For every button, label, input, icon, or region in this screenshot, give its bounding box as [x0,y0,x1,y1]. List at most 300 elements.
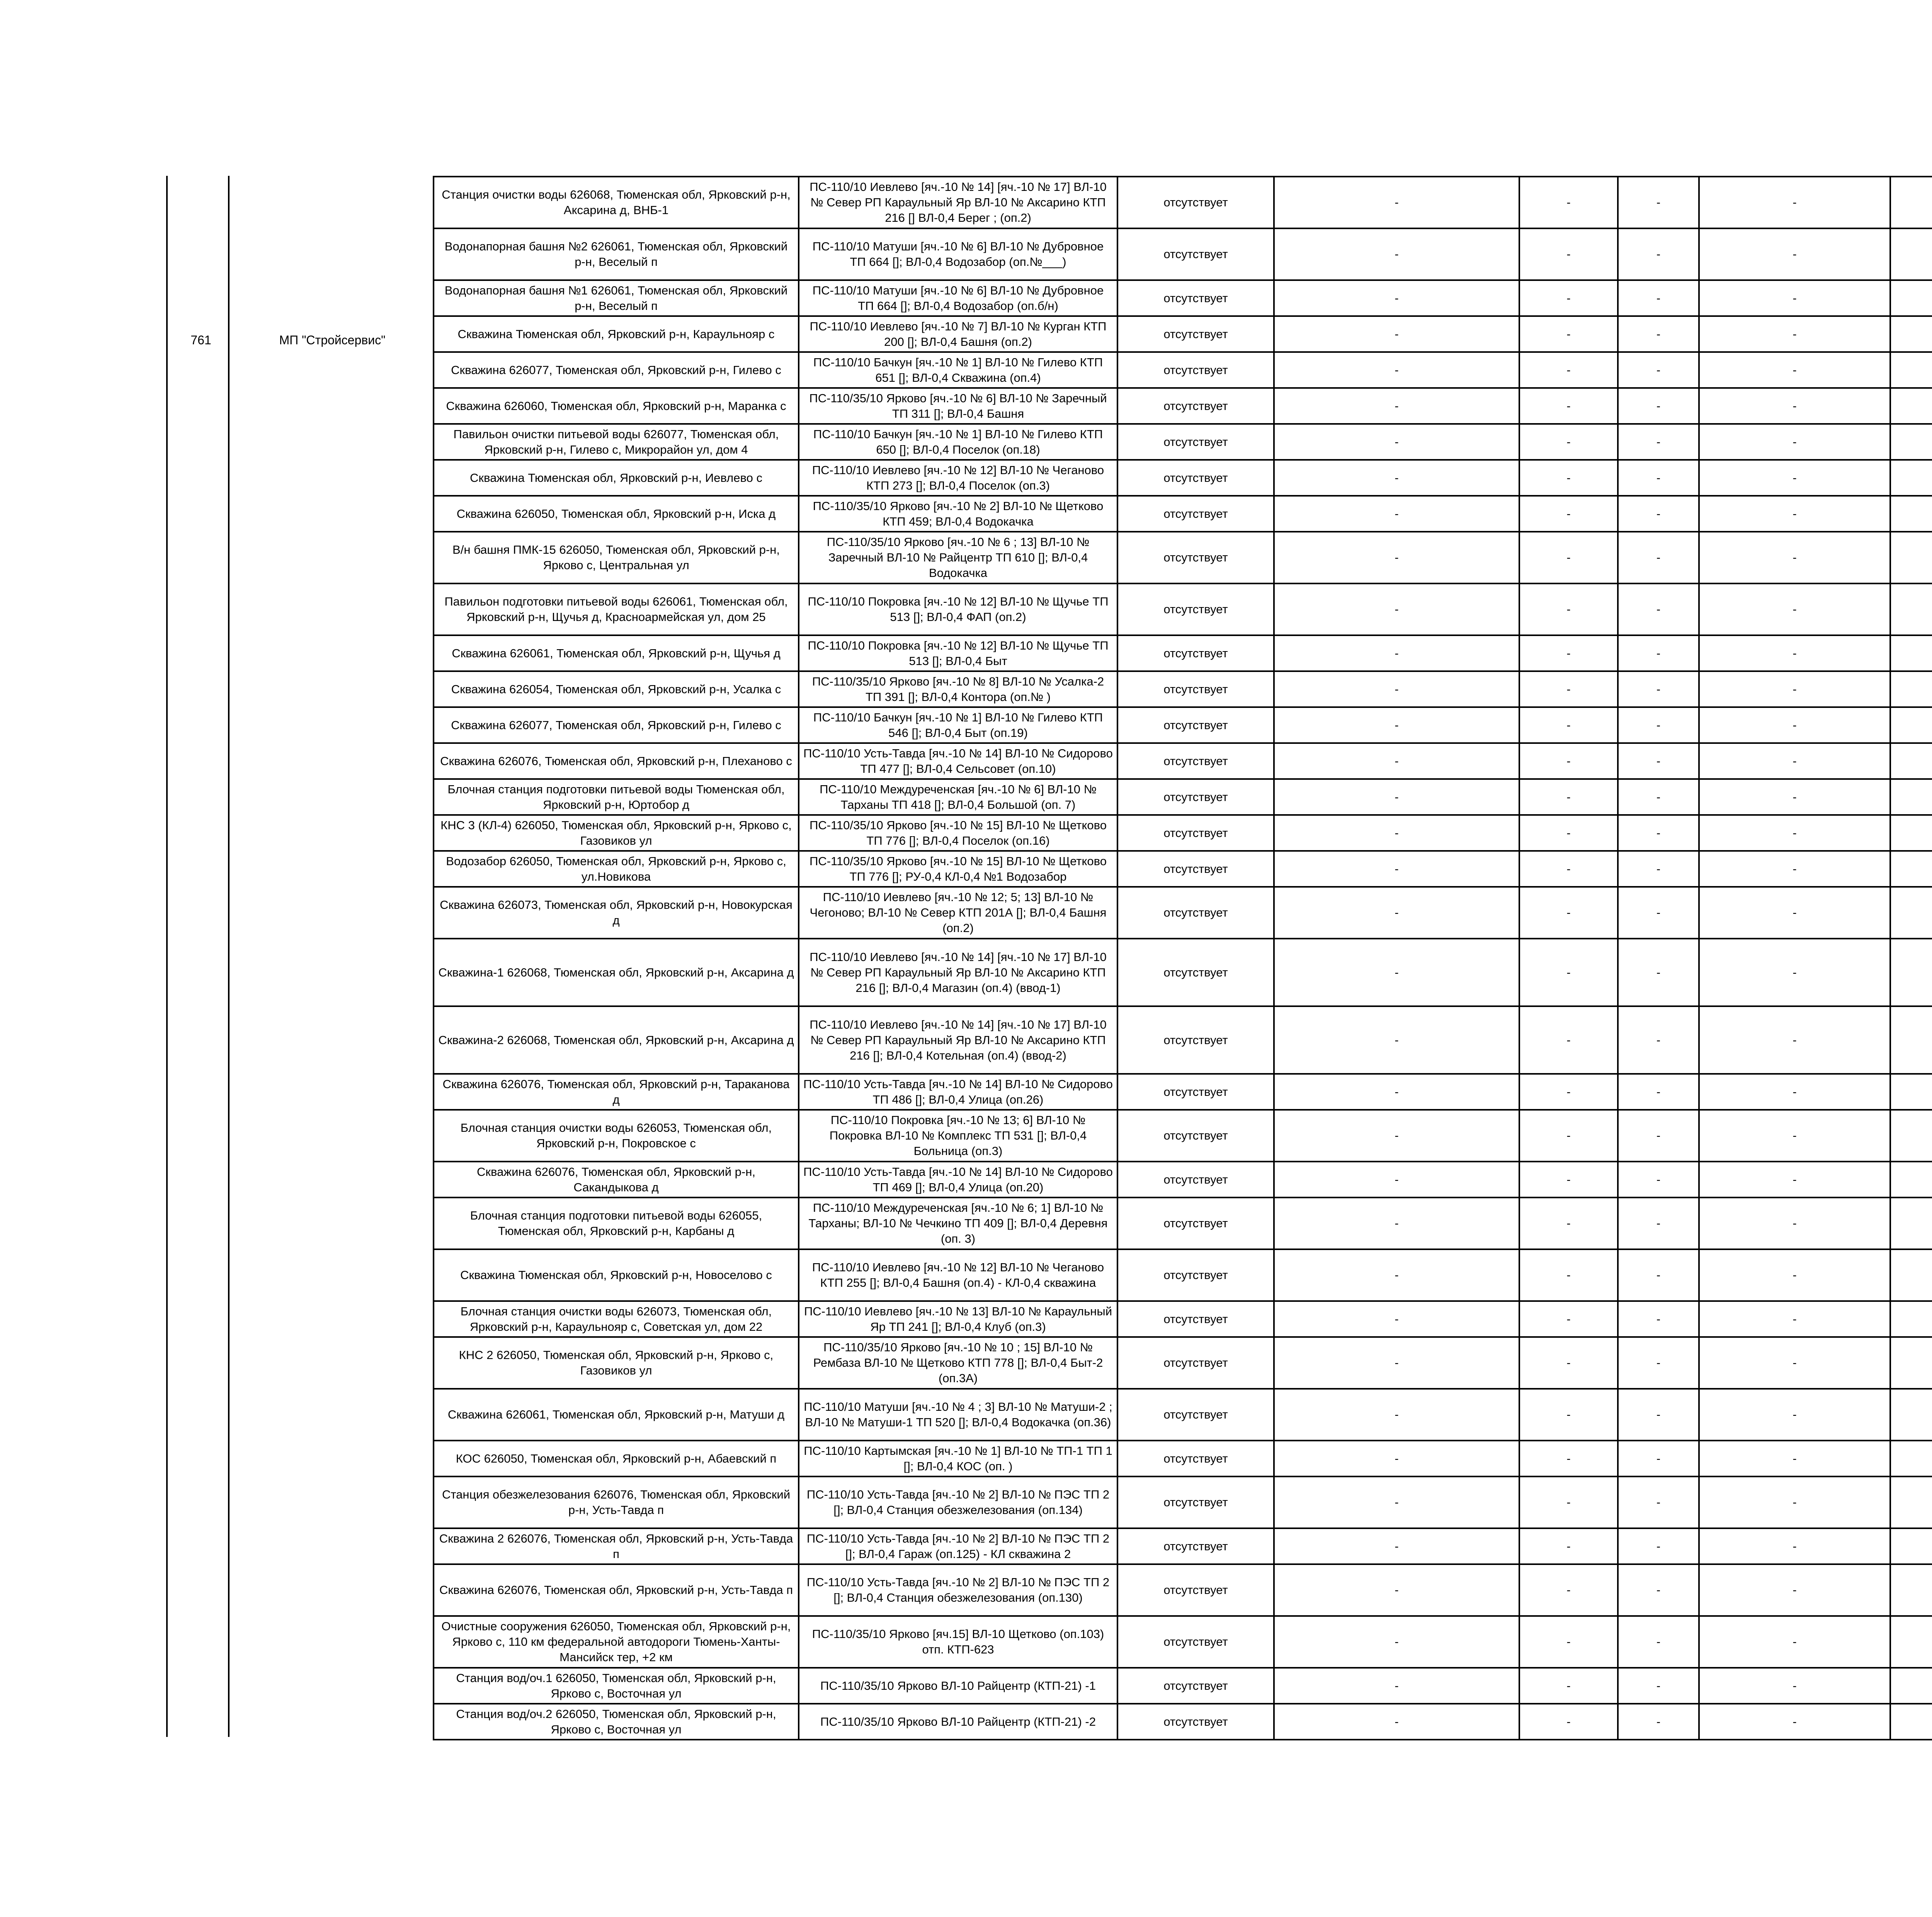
supply-cell: ПС-110/10 Усть-Тавда [яч.-10 № 2] ВЛ-10 № ПЭС ТП 2 []; ВЛ-0,4 Станция обезжелезования (оп.134) [799,1476,1117,1528]
col5-cell: - [1519,1110,1618,1162]
col4-cell: - [1274,851,1519,887]
col6-cell: - [1618,280,1699,316]
table-row [434,1006,1932,1074]
status-cell: отсутствует [1117,228,1274,280]
col5-cell: - [1519,887,1618,939]
col7-cell: - [1699,779,1890,815]
col7-cell: - [1699,1110,1890,1162]
status-cell: отсутствует [1117,583,1274,635]
col7-cell: - [1699,460,1890,496]
status-cell: отсутствует [1117,815,1274,851]
col6-cell: - [1618,1528,1699,1564]
object-cell: Скважина 626076, Тюменская обл, Ярковский р-н, Сакандыкова д [434,1162,799,1197]
supply-cell: ПС-110/10 Покровка [яч.-10 № 13; 6] ВЛ-10 № Покровка ВЛ-10 № Комплекс ТП 531 []; ВЛ-0,4 Больница (оп.3) [799,1110,1117,1162]
col7-cell: - [1699,1668,1890,1704]
col5-cell: - [1519,635,1618,671]
col4-cell: - [1274,177,1519,228]
col4-cell: - [1274,779,1519,815]
col6-cell: - [1618,1074,1699,1110]
status-cell: отсутствует [1117,280,1274,316]
status-cell: отсутствует [1117,388,1274,424]
supply-cell: ПС-110/35/10 Ярково [яч.-10 № 10 ; 15] ВЛ-10 № Рембаза ВЛ-10 № Щетково КТП 778 []; ВЛ-0,4 Быт-2 (оп.3А) [799,1337,1117,1389]
supply-cell: ПС-110/10 Иевлево [яч.-10 № 14] [яч.-10 № 17] ВЛ-10 № Север РП Караульный Яр ВЛ-10 № Аксарино КТП 216 []; ВЛ-0,4 Магазин (оп.4) (ввод-1) [799,939,1117,1006]
col7-cell: - [1699,1249,1890,1301]
col5-cell: - [1519,316,1618,352]
status-cell: отсутствует [1117,424,1274,460]
col5-cell: - [1519,1337,1618,1389]
supply-cell: ПС-110/10 Покровка [яч.-10 № 12] ВЛ-10 № Щучье ТП 513 []; ВЛ-0,4 Быт [799,635,1117,671]
col5-cell: - [1519,1162,1618,1197]
status-cell: отсутствует [1117,671,1274,707]
col8-cell [1890,388,1932,424]
table-row [434,1668,1932,1704]
col6-cell: - [1618,1616,1699,1668]
col8-cell [1890,815,1932,851]
col7-cell: - [1699,1337,1890,1389]
col4-cell: - [1274,1389,1519,1441]
status-cell: отсутствует [1117,352,1274,388]
object-cell: Скважина 626060, Тюменская обл, Ярковский р-н, Маранка с [434,388,799,424]
table-row [434,707,1932,743]
col5-cell: - [1519,1441,1618,1476]
col4-cell: - [1274,887,1519,939]
object-cell: Блочная станция подготовки питьевой воды Тюменская обл, Ярковский р-н, Юртобор д [434,779,799,815]
supply-cell: ПС-110/10 Иевлево [яч.-10 № 12] ВЛ-10 № Чеганово КТП 273 []; ВЛ-0,4 Поселок (оп.3) [799,460,1117,496]
supply-cell: ПС-110/10 Иевлево [яч.-10 № 14] [яч.-10 № 17] ВЛ-10 № Север РП Караульный Яр ВЛ-10 № Аксарино КТП 216 []; ВЛ-0,4 Котельная (оп.4) (ввод-2) [799,1006,1117,1074]
col5-cell: - [1519,851,1618,887]
object-cell: Скважина 626054, Тюменская обл, Ярковский р-н, Усалка с [434,671,799,707]
object-cell: Станция вод/оч.2 626050, Тюменская обл, Ярковский р-н, Ярково с, Восточная ул [434,1704,799,1740]
table-row [434,532,1932,583]
table-row [434,1564,1932,1616]
col8-cell [1890,1249,1932,1301]
table-row [434,1441,1932,1476]
col7-cell: - [1699,1564,1890,1616]
status-cell: отсутствует [1117,1441,1274,1476]
supply-cell: ПС-110/10 Усть-Тавда [яч.-10 № 14] ВЛ-10 № Сидорово ТП 486 []; ВЛ-0,4 Улица (оп.26) [799,1074,1117,1110]
object-cell: Блочная станция очистки воды 626073, Тюменская обл, Ярковский р-н, Караульнояр с, Советская ул, дом 22 [434,1301,799,1337]
object-cell: Станция обезжелезования 626076, Тюменская обл, Ярковский р-н, Усть-Тавда п [434,1476,799,1528]
supply-cell: ПС-110/10 Усть-Тавда [яч.-10 № 2] ВЛ-10 № ПЭС ТП 2 []; ВЛ-0,4 Гараж (оп.125) - КЛ скважина 2 [799,1528,1117,1564]
object-cell: Водонапорная башня №1 626061, Тюменская обл, Ярковский р-н, Веселый п [434,280,799,316]
object-cell: Водонапорная башня №2 626061, Тюменская обл, Ярковский р-н, Веселый п [434,228,799,280]
col5-cell: - [1519,532,1618,583]
object-cell: Скважина 2 626076, Тюменская обл, Ярковский р-н, Усть-Тавда п [434,1528,799,1564]
supply-cell: ПС-110/10 Бачкун [яч.-10 № 1] ВЛ-10 № Гилево КТП 651 []; ВЛ-0,4 Скважина (оп.4) [799,352,1117,388]
status-cell: отсутствует [1117,177,1274,228]
col6-cell: - [1618,460,1699,496]
col5-cell: - [1519,1528,1618,1564]
col5-cell: - [1519,707,1618,743]
col6-cell: - [1618,532,1699,583]
col4-cell: - [1274,280,1519,316]
supply-cell: ПС-110/10 Матуши [яч.-10 № 6] ВЛ-10 № Дубровное ТП 664 []; ВЛ-0,4 Водозабор (оп.№___) [799,228,1117,280]
supply-cell: ПС-110/10 Иевлево [яч.-10 № 14] [яч.-10 № 17] ВЛ-10 № Север РП Караульный Яр ВЛ-10 № Аксарино КТП 216 [] ВЛ-0,4 Берег ; (оп.2) [799,177,1117,228]
status-cell: отсутствует [1117,1074,1274,1110]
col8-cell [1890,1528,1932,1564]
col4-cell: - [1274,1197,1519,1249]
supply-cell: ПС-110/10 Картымская [яч.-10 № 1] ВЛ-10 № ТП-1 ТП 1 []; ВЛ-0,4 КОС (оп. ) [799,1441,1117,1476]
supply-cell: ПС-110/10 Иевлево [яч.-10 № 13] ВЛ-10 № Караульный Яр ТП 241 []; ВЛ-0,4 Клуб (оп.3) [799,1301,1117,1337]
status-cell: отсутствует [1117,316,1274,352]
col6-cell: - [1618,1668,1699,1704]
table-row [434,1110,1932,1162]
table-row [434,280,1932,316]
table-row [434,352,1932,388]
col4-cell: - [1274,815,1519,851]
col5-cell: - [1519,352,1618,388]
col5-cell: - [1519,1301,1618,1337]
supply-cell: ПС-110/35/10 Ярково [яч.15] ВЛ-10 Щетково (оп.103) отп. КТП-623 [799,1616,1117,1668]
object-cell: Павильон подготовки питьевой воды 626061, Тюменская обл, Ярковский р-н, Щучья д, Красноармейская ул, дом 25 [434,583,799,635]
col4-cell: - [1274,1441,1519,1476]
col5-cell: - [1519,939,1618,1006]
supply-cell: ПС-110/35/10 Ярково [яч.-10 № 15] ВЛ-10 № Щетково ТП 776 []; РУ-0,4 КЛ-0,4 №1 Водозабор [799,851,1117,887]
status-cell: отсутствует [1117,496,1274,532]
col8-cell [1890,1704,1932,1740]
col5-cell: - [1519,1668,1618,1704]
col7-cell: - [1699,583,1890,635]
object-cell: В/н башня ПМК-15 626050, Тюменская обл, Ярковский р-н, Ярково с, Центральная ул [434,532,799,583]
status-cell: отсутствует [1117,1704,1274,1740]
col6-cell: - [1618,887,1699,939]
col8-cell [1890,671,1932,707]
status-cell: отсутствует [1117,779,1274,815]
col4-cell: - [1274,1301,1519,1337]
object-cell: Скважина Тюменская обл, Ярковский р-н, Иевлево с [434,460,799,496]
status-cell: отсутствует [1117,1162,1274,1197]
table-row [434,1337,1932,1389]
col8-cell [1890,1006,1932,1074]
col8-cell [1890,851,1932,887]
table-row [434,1616,1932,1668]
col8-cell [1890,228,1932,280]
col4-cell: - [1274,583,1519,635]
col4-cell: - [1274,1616,1519,1668]
organization-name: МП "Стройсервис" [279,333,386,347]
col7-cell: - [1699,939,1890,1006]
col4-cell: - [1274,743,1519,779]
supply-cell: ПС-110/10 Иевлево [яч.-10 № 12; 5; 13] ВЛ-10 № Чегоново; ВЛ-10 № Север КТП 201А []; ВЛ-0,4 Башня (оп.2) [799,887,1117,939]
table-row [434,316,1932,352]
table-row [434,1162,1932,1197]
supply-cell: ПС-110/35/10 Ярково ВЛ-10 Райцентр (КТП-21) -2 [799,1704,1117,1740]
col5-cell: - [1519,424,1618,460]
col8-cell [1890,635,1932,671]
col4-cell: - [1274,460,1519,496]
supply-cell: ПС-110/10 Усть-Тавда [яч.-10 № 14] ВЛ-10 № Сидорово ТП 469 []; ВЛ-0,4 Улица (оп.20) [799,1162,1117,1197]
col8-cell [1890,939,1932,1006]
col4-cell: - [1274,939,1519,1006]
col5-cell: - [1519,1564,1618,1616]
object-cell: Скважина 626061, Тюменская обл, Ярковский р-н, Щучья д [434,635,799,671]
col6-cell: - [1618,1337,1699,1389]
col8-cell [1890,496,1932,532]
col6-cell: - [1618,743,1699,779]
status-cell: отсутствует [1117,460,1274,496]
col8-cell [1890,1162,1932,1197]
table-row [434,496,1932,532]
col7-cell: - [1699,1389,1890,1441]
col8-cell [1890,707,1932,743]
table-row [434,851,1932,887]
object-cell: Скважина-2 626068, Тюменская обл, Ярковский р-н, Аксарина д [434,1006,799,1074]
table-row [434,671,1932,707]
object-cell: Станция очистки воды 626068, Тюменская обл, Ярковский р-н, Аксарина д, ВНБ-1 [434,177,799,228]
supply-cell: ПС-110/35/10 Ярково [яч.-10 № 2] ВЛ-10 № Щетково КТП 459; ВЛ-0,4 Водокачка [799,496,1117,532]
supply-cell: ПС-110/10 Покровка [яч.-10 № 12] ВЛ-10 № Щучье ТП 513 []; ВЛ-0,4 ФАП (оп.2) [799,583,1117,635]
status-cell: отсутствует [1117,1476,1274,1528]
table-row [434,388,1932,424]
supply-cell: ПС-110/10 Бачкун [яч.-10 № 1] ВЛ-10 № Гилево КТП 546 []; ВЛ-0,4 Быт (оп.19) [799,707,1117,743]
col6-cell: - [1618,671,1699,707]
col7-cell: - [1699,1704,1890,1740]
col5-cell: - [1519,228,1618,280]
status-cell: отсутствует [1117,851,1274,887]
object-cell: Скважина 626076, Тюменская обл, Ярковский р-н, Плеханово с [434,743,799,779]
col7-cell: - [1699,424,1890,460]
status-cell: отсутствует [1117,635,1274,671]
col8-cell [1890,316,1932,352]
object-cell: Скважина 626061, Тюменская обл, Ярковский р-н, Матуши д [434,1389,799,1441]
col6-cell: - [1618,1162,1699,1197]
col8-cell [1890,779,1932,815]
table-row [434,1476,1932,1528]
table-row [434,887,1932,939]
col8-cell [1890,177,1932,228]
status-cell: отсутствует [1117,1337,1274,1389]
table-row [434,1197,1932,1249]
col7-cell: - [1699,177,1890,228]
col5-cell: - [1519,388,1618,424]
object-cell: Водозабор 626050, Тюменская обл, Ярковский р-н, Ярково с, ул.Новикова [434,851,799,887]
object-cell: Скважина 626073, Тюменская обл, Ярковский р-н, Новокурская д [434,887,799,939]
status-cell: отсутствует [1117,707,1274,743]
table-row [434,1301,1932,1337]
object-cell: Скважина 626076, Тюменская обл, Ярковский р-н, Тараканова д [434,1074,799,1110]
object-cell: КНС 2 626050, Тюменская обл, Ярковский р-н, Ярково с, Газовиков ул [434,1337,799,1389]
object-cell: Павильон очистки питьевой воды 626077, Тюменская обл, Ярковский р-н, Гилево с, Микрорайон ул, дом 4 [434,424,799,460]
col4-cell: - [1274,1564,1519,1616]
col4-cell: - [1274,424,1519,460]
table-row [434,939,1932,1006]
col5-cell: - [1519,280,1618,316]
status-cell: отсутствует [1117,1616,1274,1668]
col7-cell: - [1699,1006,1890,1074]
object-cell: Скважина 626076, Тюменская обл, Ярковский р-н, Усть-Тавда п [434,1564,799,1616]
object-cell: КНС 3 (КЛ-4) 626050, Тюменская обл, Ярковский р-н, Ярково с, Газовиков ул [434,815,799,851]
col6-cell: - [1618,1006,1699,1074]
col7-cell: - [1699,671,1890,707]
supply-cell: ПС-110/10 Иевлево [яч.-10 № 12] ВЛ-10 № Чеганово КТП 255 []; ВЛ-0,4 Башня (оп.4) - КЛ-0,4 скважина [799,1249,1117,1301]
supply-cell: ПС-110/35/10 Ярково ВЛ-10 Райцентр (КТП-21) -1 [799,1668,1117,1704]
object-cell: Очистные сооружения 626050, Тюменская обл, Ярковский р-н, Ярково с, 110 км федеральной автодороги Тюмень-Ханты-Мансийск тер, +2 км [434,1616,799,1668]
col8-cell [1890,1110,1932,1162]
col4-cell: - [1274,316,1519,352]
col5-cell: - [1519,671,1618,707]
object-cell: Блочная станция очистки воды 626053, Тюменская обл, Ярковский р-н, Покровское с [434,1110,799,1162]
supply-cell: ПС-110/10 Междуреченская [яч.-10 № 6] ВЛ-10 № Тарханы ТП 418 []; ВЛ-0,4 Большой (оп. 7) [799,779,1117,815]
col5-cell: - [1519,1006,1618,1074]
col7-cell: - [1699,1616,1890,1668]
supply-cell: ПС-110/35/10 Ярково [яч.-10 № 15] ВЛ-10 № Щетково ТП 776 []; ВЛ-0,4 Поселок (оп.16) [799,815,1117,851]
col8-cell [1890,460,1932,496]
col6-cell: - [1618,1704,1699,1740]
col7-cell: - [1699,743,1890,779]
table-row [434,1528,1932,1564]
status-cell: отсутствует [1117,1668,1274,1704]
object-cell: КОС 626050, Тюменская обл, Ярковский р-н, Абаевский п [434,1441,799,1476]
col5-cell: - [1519,743,1618,779]
col5-cell: - [1519,1476,1618,1528]
col5-cell: - [1519,1249,1618,1301]
col5-cell: - [1519,1197,1618,1249]
table-row [434,1704,1932,1740]
left-border-1 [166,176,168,1737]
col4-cell: - [1274,1249,1519,1301]
col6-cell: - [1618,707,1699,743]
col5-cell: - [1519,1616,1618,1668]
col5-cell: - [1519,583,1618,635]
status-cell: отсутствует [1117,1301,1274,1337]
status-cell: отсутствует [1117,1564,1274,1616]
table-row [434,228,1932,280]
col5-cell: - [1519,177,1618,228]
supply-cell: ПС-110/35/10 Ярково [яч.-10 № 8] ВЛ-10 № Усалка-2 ТП 391 []; ВЛ-0,4 Контора (оп.№ ) [799,671,1117,707]
status-cell: отсутствует [1117,1197,1274,1249]
col8-cell [1890,280,1932,316]
col7-cell: - [1699,532,1890,583]
status-cell: отсутствует [1117,939,1274,1006]
col6-cell: - [1618,496,1699,532]
table-row [434,583,1932,635]
table-row [434,635,1932,671]
table-row [434,743,1932,779]
col7-cell: - [1699,851,1890,887]
col5-cell: - [1519,496,1618,532]
supply-cell: ПС-110/35/10 Ярково [яч.-10 № 6 ; 13] ВЛ-10 № Заречный ВЛ-10 № Райцентр ТП 610 []; ВЛ-0,4 Водокачка [799,532,1117,583]
status-cell: отсутствует [1117,1389,1274,1441]
col4-cell: - [1274,1668,1519,1704]
col6-cell: - [1618,1197,1699,1249]
supply-cell: ПС-110/10 Матуши [яч.-10 № 4 ; 3] ВЛ-10 № Матуши-2 ; ВЛ-10 № Матуши-1 ТП 520 []; ВЛ-0,4 Водокачка (оп.36) [799,1389,1117,1441]
left-border-2 [228,176,230,1737]
supply-cell: ПС-110/35/10 Ярково [яч.-10 № 6] ВЛ-10 № Заречный ТП 311 []; ВЛ-0,4 Башня [799,388,1117,424]
table-row [434,815,1932,851]
col7-cell: - [1699,1162,1890,1197]
col4-cell: - [1274,228,1519,280]
status-cell: отсутствует [1117,887,1274,939]
col5-cell: - [1519,815,1618,851]
col8-cell [1890,1668,1932,1704]
col8-cell [1890,424,1932,460]
col6-cell: - [1618,424,1699,460]
col4-cell: - [1274,1337,1519,1389]
col7-cell: - [1699,228,1890,280]
col4-cell: - [1274,1704,1519,1740]
col7-cell: - [1699,316,1890,352]
table-row [434,177,1932,228]
col8-cell [1890,887,1932,939]
status-cell: отсутствует [1117,532,1274,583]
col7-cell: - [1699,1074,1890,1110]
col5-cell: - [1519,1704,1618,1740]
col8-cell [1890,1564,1932,1616]
col8-cell [1890,743,1932,779]
supply-cell: ПС-110/10 Усть-Тавда [яч.-10 № 2] ВЛ-10 № ПЭС ТП 2 []; ВЛ-0,4 Станция обезжелезования (оп.130) [799,1564,1117,1616]
col4-cell: - [1274,532,1519,583]
supply-cell: ПС-110/10 Матуши [яч.-10 № 6] ВЛ-10 № Дубровное ТП 664 []; ВЛ-0,4 Водозабор (оп.б/н) [799,280,1117,316]
col5-cell: - [1519,460,1618,496]
col6-cell: - [1618,1441,1699,1476]
col4-cell: - [1274,635,1519,671]
col6-cell: - [1618,388,1699,424]
col4-cell: - [1274,1006,1519,1074]
col6-cell: - [1618,1564,1699,1616]
col7-cell: - [1699,352,1890,388]
col8-cell [1890,1301,1932,1337]
col6-cell: - [1618,635,1699,671]
status-cell: отсутствует [1117,1249,1274,1301]
col7-cell: - [1699,1197,1890,1249]
col8-cell [1890,352,1932,388]
col6-cell: - [1618,177,1699,228]
supply-cell: ПС-110/10 Усть-Тавда [яч.-10 № 14] ВЛ-10 № Сидорово ТП 477 []; ВЛ-0,4 Сельсовет (оп.10) [799,743,1117,779]
object-cell: Скважина 626077, Тюменская обл, Ярковский р-н, Гилево с [434,352,799,388]
object-cell: Скважина 626077, Тюменская обл, Ярковский р-н, Гилево с [434,707,799,743]
col6-cell: - [1618,316,1699,352]
object-cell: Станция вод/оч.1 626050, Тюменская обл, Ярковский р-н, Ярково с, Восточная ул [434,1668,799,1704]
object-cell: Скважина-1 626068, Тюменская обл, Ярковский р-н, Аксарина д [434,939,799,1006]
col6-cell: - [1618,583,1699,635]
col4-cell: - [1274,1528,1519,1564]
col6-cell: - [1618,1476,1699,1528]
col8-cell [1890,532,1932,583]
col7-cell: - [1699,1301,1890,1337]
supply-cell: ПС-110/10 Иевлево [яч.-10 № 7] ВЛ-10 № Курган КТП 200 []; ВЛ-0,4 Башня (оп.2) [799,316,1117,352]
col4-cell: - [1274,671,1519,707]
col6-cell: - [1618,815,1699,851]
col6-cell: - [1618,851,1699,887]
col8-cell [1890,1389,1932,1441]
table-row [434,1074,1932,1110]
col5-cell: - [1519,1389,1618,1441]
col4-cell: - [1274,1074,1519,1110]
table-row [434,1249,1932,1301]
supply-cell: ПС-110/10 Бачкун [яч.-10 № 1] ВЛ-10 № Гилево КТП 650 []; ВЛ-0,4 Поселок (оп.18) [799,424,1117,460]
col6-cell: - [1618,939,1699,1006]
col8-cell [1890,1197,1932,1249]
row-number: 761 [190,333,211,347]
col6-cell: - [1618,228,1699,280]
supply-cell: ПС-110/10 Междуреченская [яч.-10 № 6; 1] ВЛ-10 № Тарханы; ВЛ-10 № Чечкино ТП 409 []; ВЛ-0,4 Деревня (оп. 3) [799,1197,1117,1249]
col5-cell: - [1519,1074,1618,1110]
col7-cell: - [1699,1441,1890,1476]
col5-cell: - [1519,779,1618,815]
col4-cell: - [1274,352,1519,388]
status-cell: отсутствует [1117,743,1274,779]
col7-cell: - [1699,1476,1890,1528]
status-cell: отсутствует [1117,1006,1274,1074]
col8-cell [1890,1337,1932,1389]
col7-cell: - [1699,496,1890,532]
col7-cell: - [1699,635,1890,671]
object-cell: Блочная станция подготовки питьевой воды 626055, Тюменская обл, Ярковский р-н, Карбаны д [434,1197,799,1249]
table-row [434,779,1932,815]
col7-cell: - [1699,280,1890,316]
col4-cell: - [1274,1162,1519,1197]
col4-cell: - [1274,1110,1519,1162]
